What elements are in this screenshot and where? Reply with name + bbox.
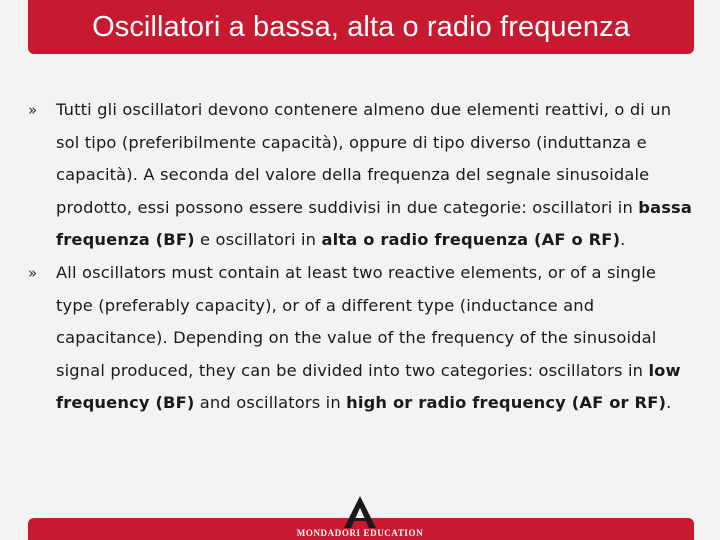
bullet-item-italian (28, 94, 694, 257)
bullet-text: . (620, 230, 626, 250)
mondadori-a-logo-icon (340, 494, 380, 528)
bullet-bold-text: alta o radio frequenza (AF o RF) (321, 230, 621, 250)
logo-text: MONDADORI EDUCATION (296, 528, 424, 538)
bullet-marker-icon: » (28, 263, 38, 282)
bullet-bold-text: low frequency (BF) (56, 360, 681, 413)
title-bar (28, 0, 694, 54)
bullet-text: e oscillatori in (194, 230, 322, 250)
slide-title: Oscillatori a bassa, alta o radio frequenza (92, 10, 630, 43)
bullet-text: and oscillators in (194, 393, 347, 413)
bullet-text: . (666, 393, 672, 413)
slide-content (28, 94, 694, 420)
bullet-text: All oscillators must contain at least two reactive elements, or of a single type (preferably capacity), or of a different type (inductance and capacitance). Depending on the value of the frequency of the sinusoidal signal produced, they can be divided into two categories: oscillators in (56, 262, 657, 380)
bullet-bold-text: bassa frequenza (BF) (56, 197, 693, 250)
publisher-logo (285, 494, 435, 540)
bullet-bold-text: high or radio frequency (AF or RF) (346, 393, 667, 413)
bullet-marker-icon: » (28, 101, 38, 119)
bullet-item-english (28, 257, 694, 420)
bullet-text: Tutti gli oscillatori devono contenere almeno due elementi reattivi, o di un sol tipo (preferibilmente capacità), oppure di tipo diverso (induttanza e capacità). A seconda del valore della frequenza del segnale sinusoidale prodotto, essi possono essere suddivisi in due categorie: oscillatori in (56, 100, 672, 217)
